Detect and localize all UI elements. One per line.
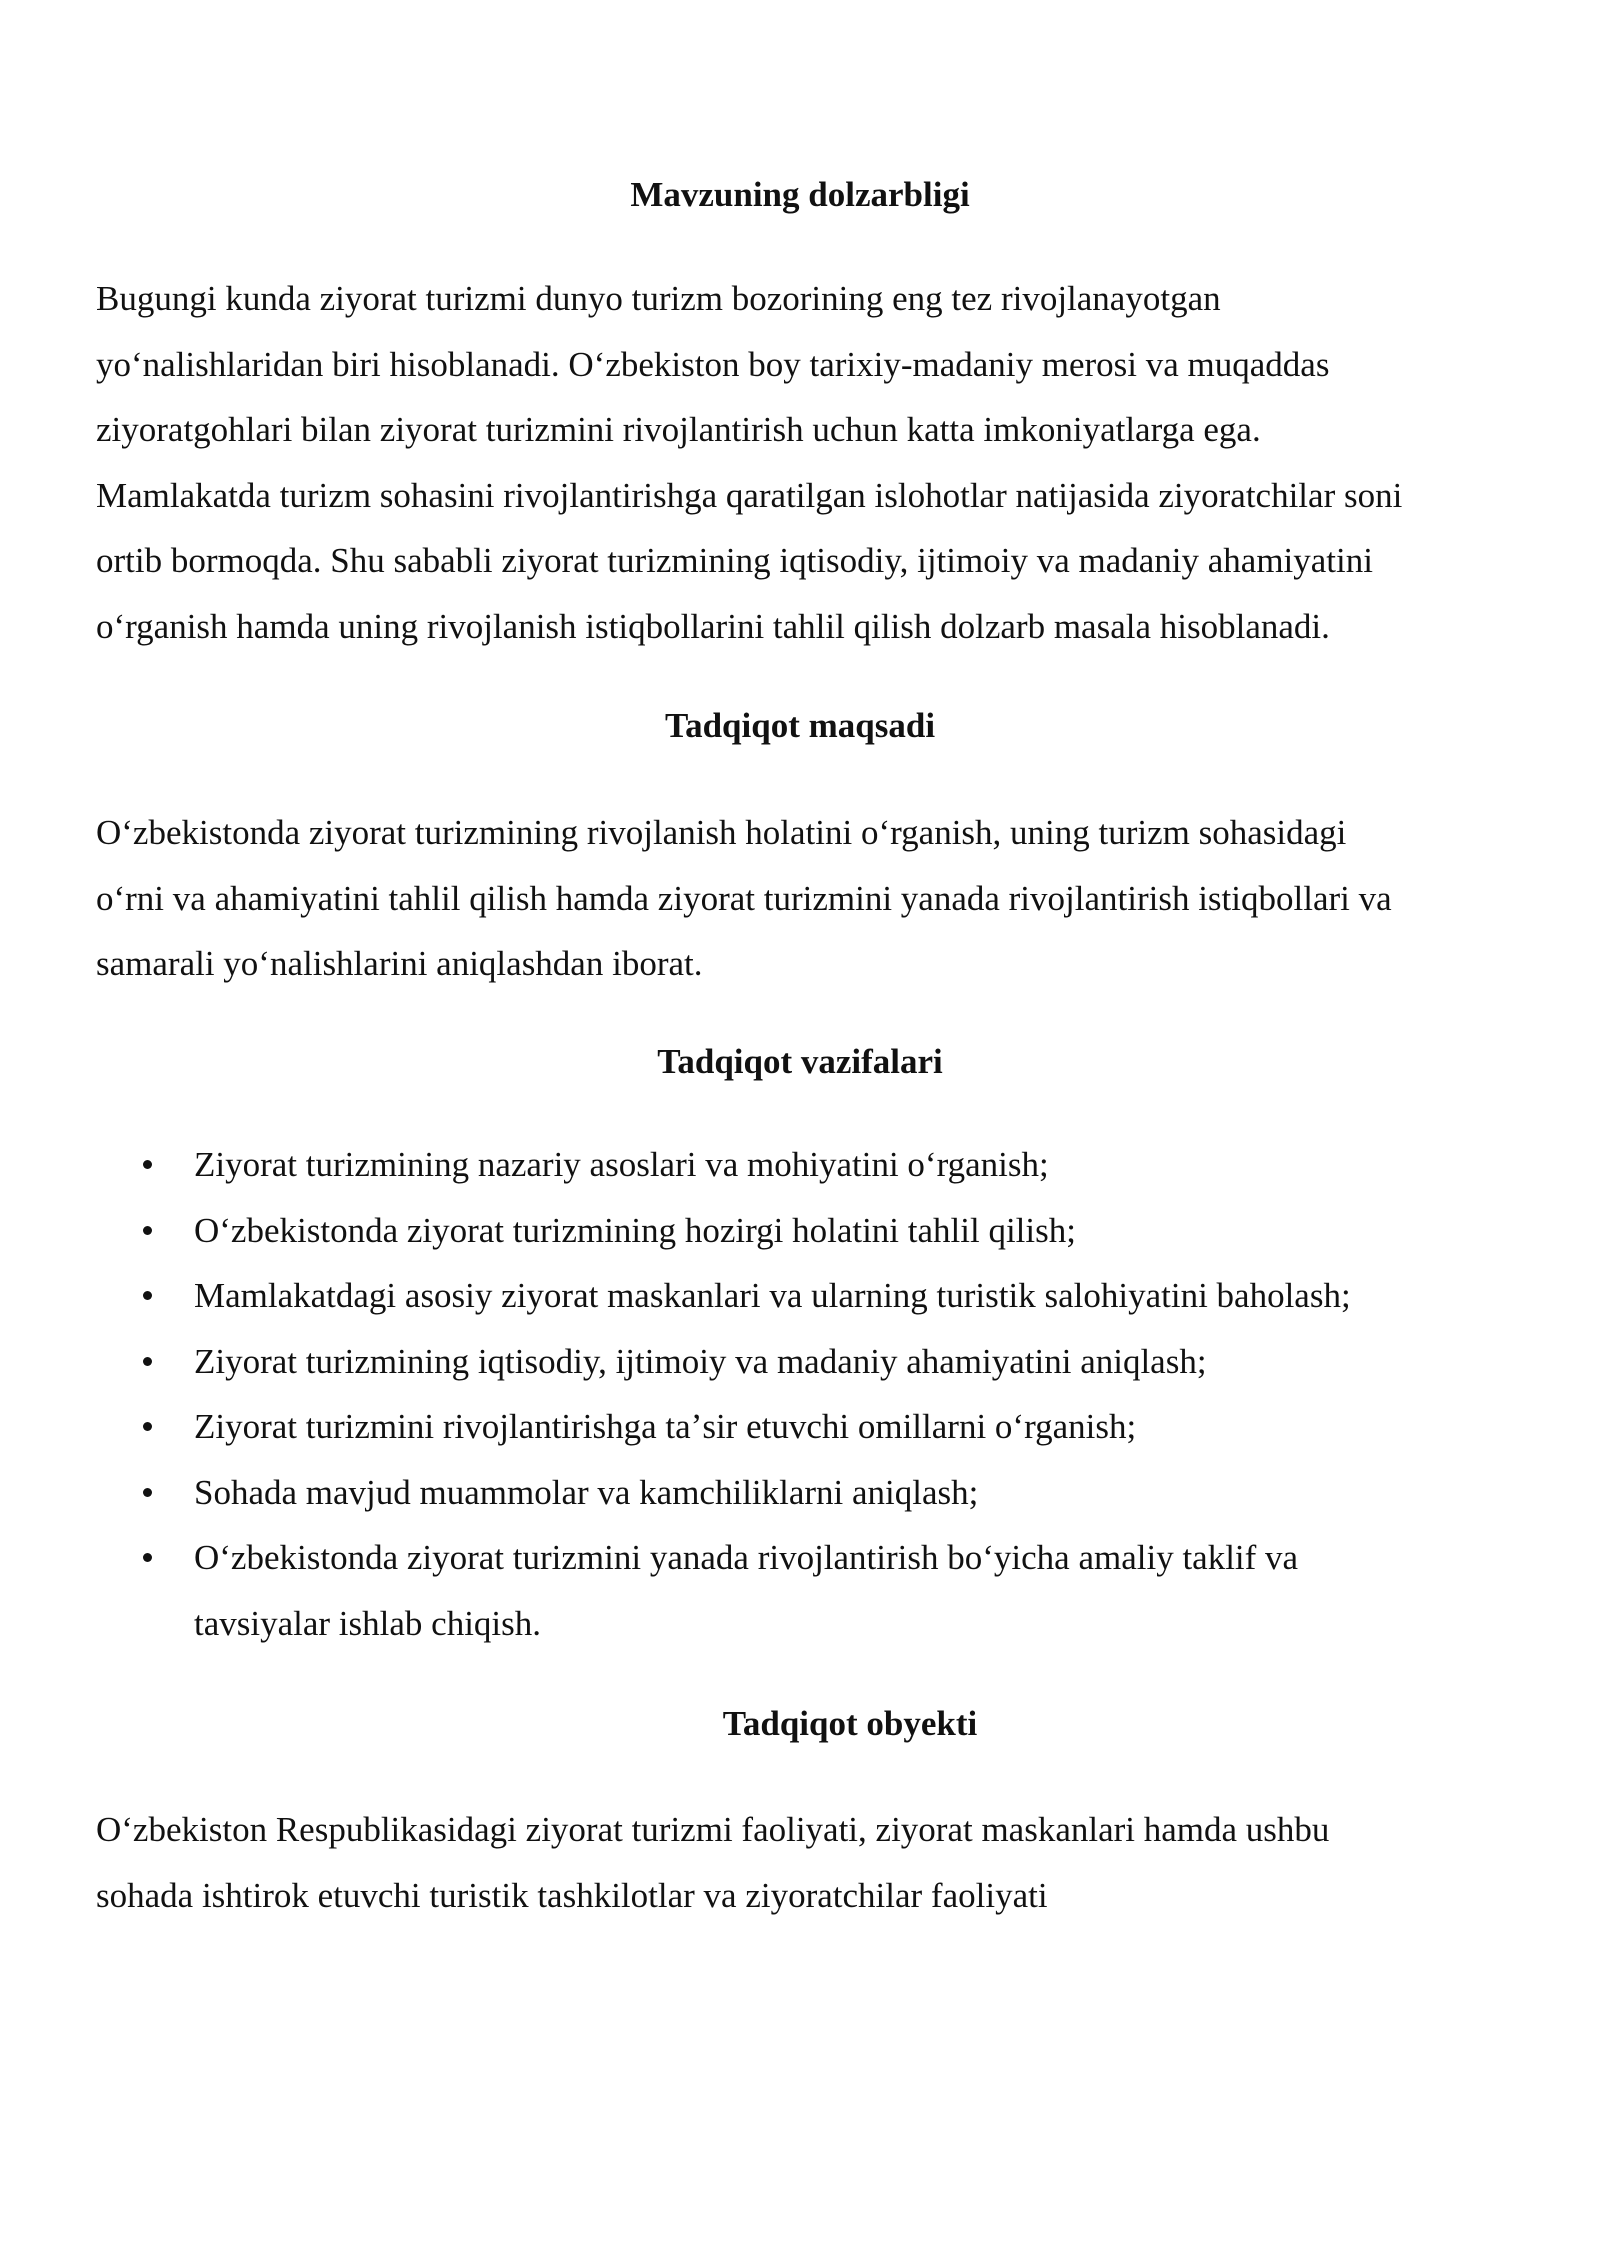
list-item-text: Sohada mavjud muammolar va kamchiliklarni aniqlash;	[194, 1472, 979, 1512]
tasks-list	[0, 1132, 1351, 1656]
list-item-text: Ziyorat turizmini rivojlantirishga taʼsir etuvchi omillarni oʻrganish;	[194, 1407, 1137, 1446]
paragraph-line: Bugungi kunda ziyorat turizmi dunyo turizm bozorining eng tez rivojlanayotgan	[96, 279, 1221, 318]
bullet-icon	[143, 1160, 152, 1169]
paragraph-line: Oʻzbekistonda ziyorat turizmining rivojlanish holatini oʻrganish, uning turizm sohasidagi	[96, 813, 1347, 852]
paragraph-line: ziyoratgohlari bilan ziyorat turizmini rivojlantirish uchun katta imkoniyatlarga ega.	[96, 410, 1261, 449]
list-item	[0, 1198, 1351, 1264]
list-item-text: Oʻzbekistonda ziyorat turizmini yanada rivojlantirish boʻyicha amaliy taklif va	[194, 1538, 1299, 1577]
heading-relevance: Mavzuning dolzarbligi	[630, 175, 970, 214]
list-item	[0, 1132, 1351, 1198]
bullet-icon	[143, 1488, 152, 1497]
list-item	[0, 1394, 1351, 1460]
bullet-icon	[143, 1553, 152, 1562]
list-item	[0, 1525, 1351, 1656]
bullet-icon	[143, 1357, 152, 1366]
paragraph-relevance	[96, 266, 1516, 659]
bullet-icon	[143, 1291, 152, 1300]
list-item-text: tavsiyalar ishlab chiqish.	[194, 1603, 542, 1643]
paragraph-object	[96, 1797, 1516, 1928]
list-item-text: Ziyorat turizmining iqtisodiy, ijtimoiy va madaniy ahamiyatini aniqlash;	[194, 1341, 1207, 1381]
heading-object: Tadqiqot obyekti	[722, 1704, 978, 1743]
list-item	[0, 1263, 1351, 1329]
bullet-icon	[143, 1422, 152, 1431]
paragraph-line: oʻrni va ahamiyatini tahlil qilish hamda ziyorat turizmini yanada rivojlantirish istiqbollari va	[96, 878, 1392, 918]
heading-tasks: Tadqiqot vazifalari	[657, 1042, 943, 1081]
list-item-text: Oʻzbekistonda ziyorat turizmining hozirgi holatini tahlil qilish;	[194, 1210, 1076, 1250]
list-item-text: Mamlakatdagi asosiy ziyorat maskanlari va ularning turistik salohiyatini baholash;	[194, 1276, 1351, 1315]
paragraph-line: ortib bormoqda. Shu sababli ziyorat turizmining iqtisodiy, ijtimoiy va madaniy ahamiyatini	[96, 541, 1373, 580]
bullet-icon	[143, 1226, 152, 1235]
paragraph-line: samarali yoʻnalishlarini aniqlashdan iborat.	[96, 944, 703, 983]
paragraph-line: oʻrganish hamda uning rivojlanish istiqbollarini tahlil qilish dolzarb masala hisoblanadi.	[96, 606, 1330, 646]
paragraph-line: Mamlakatda turizm sohasini rivojlantirishga qaratilgan islohotlar natijasida ziyoratchilar soni	[96, 475, 1403, 515]
paragraph-line: Oʻzbekiston Respublikasidagi ziyorat turizmi faoliyati, ziyorat maskanlari hamda ushbu	[96, 1810, 1330, 1849]
list-item	[0, 1329, 1351, 1395]
heading-goal: Tadqiqot maqsadi	[664, 706, 936, 745]
list-item	[0, 1460, 1351, 1526]
paragraph-goal	[96, 800, 1516, 997]
paragraph-line: yoʻnalishlaridan biri hisoblanadi. Oʻzbekiston boy tarixiy-madaniy merosi va muqaddas	[96, 344, 1330, 384]
list-item-text: Ziyorat turizmining nazariy asoslari va mohiyatini oʻrganish;	[194, 1145, 1049, 1184]
paragraph-line: sohada ishtirok etuvchi turistik tashkilotlar va ziyoratchilar faoliyati	[96, 1875, 1048, 1915]
